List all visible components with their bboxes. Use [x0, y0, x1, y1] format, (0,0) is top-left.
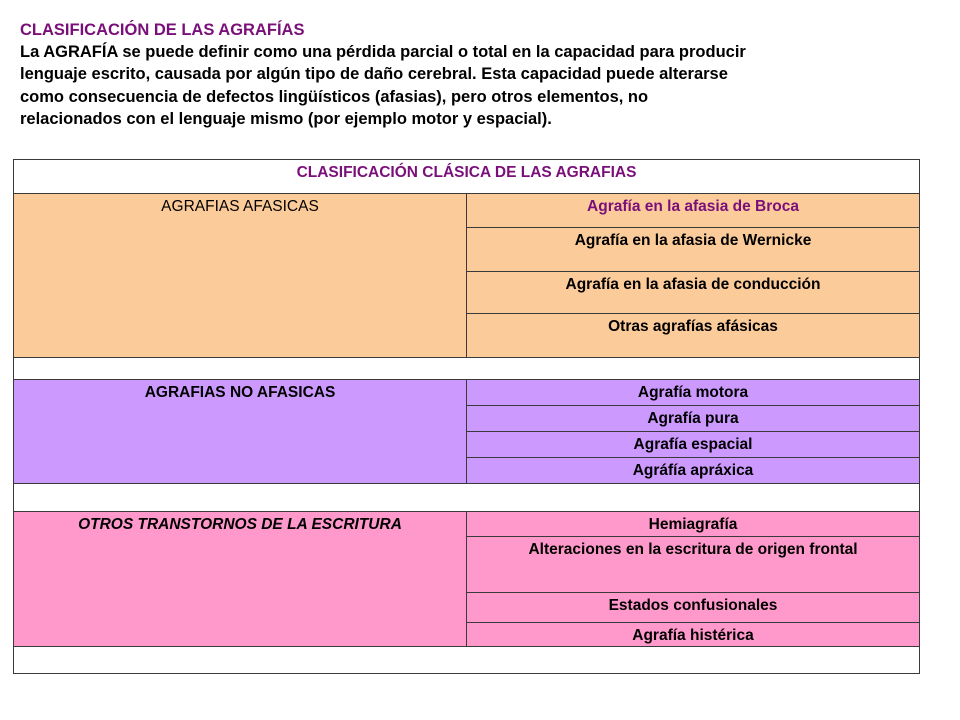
table-title: CLASIFICACIÓN CLÁSICA DE LAS AGRAFIAS	[14, 160, 920, 194]
table-row	[14, 194, 920, 228]
spacer-cell	[14, 484, 920, 512]
group-name-afasicas: AGRAFIAS AFASICAS	[14, 194, 467, 358]
group-item: Agrafía espacial	[467, 432, 920, 458]
group-item: Agráfía apráxica	[467, 458, 920, 484]
table-spacer-row	[14, 358, 920, 380]
classification-table	[13, 159, 920, 674]
intro-line: lenguaje escrito, causada por algún tipo de daño cerebral. Esta capacidad puede alterarse	[20, 65, 728, 84]
intro-heading: CLASIFICACIÓN DE LAS AGRAFÍAS	[20, 21, 305, 39]
group-item: Otras agrafías afásicas	[467, 314, 920, 358]
group-item: Agrafía histérica	[467, 623, 920, 647]
group-item: Agrafía en la afasia de Wernicke	[467, 228, 920, 272]
group-item: Agrafía motora	[467, 380, 920, 406]
intro-line: La AGRAFÍA se puede definir como una pérdida parcial o total en la capacidad para producir	[20, 43, 746, 62]
spacer-cell	[14, 647, 920, 674]
intro-line: como consecuencia de defectos lingüísticos (afasias), pero otros elementos, no	[20, 87, 649, 106]
intro-line: relacionados con el lenguaje mismo (por ejemplo motor y espacial).	[20, 109, 552, 128]
group-item: Estados confusionales	[467, 593, 920, 623]
table-title-row	[14, 160, 920, 194]
group-item: Agrafía en la afasia de Broca	[467, 194, 920, 228]
table-spacer-row	[14, 647, 920, 674]
table-row	[14, 380, 920, 406]
intro-text	[20, 19, 900, 130]
table-spacer-row	[14, 484, 920, 512]
table-row	[14, 512, 920, 537]
group-name-no-afasicas: AGRAFIAS NO AFASICAS	[14, 380, 467, 484]
group-item: Agrafía pura	[467, 406, 920, 432]
group-item: Alteraciones en la escritura de origen frontal	[467, 537, 920, 593]
group-item: Hemiagrafía	[467, 512, 920, 537]
group-item: Agrafía en la afasia de conducción	[467, 272, 920, 314]
spacer-cell	[14, 358, 920, 380]
group-name-otros: OTROS TRANSTORNOS DE LA ESCRITURA	[14, 512, 467, 647]
